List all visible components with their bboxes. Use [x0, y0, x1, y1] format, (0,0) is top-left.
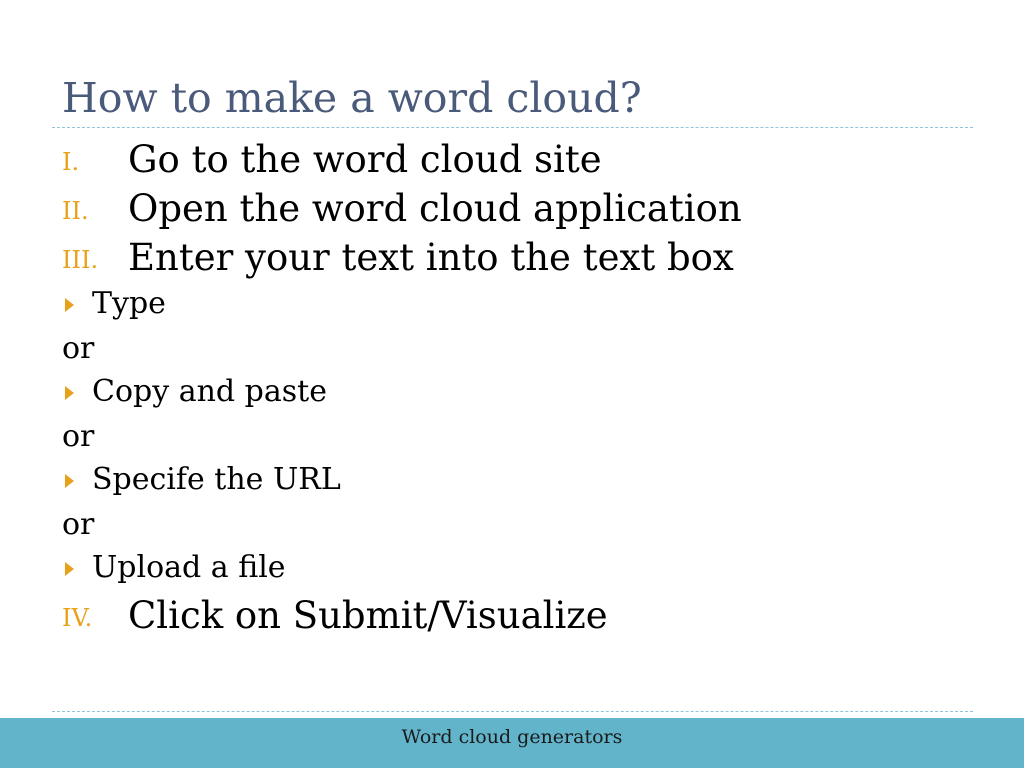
or-separator [0, 331, 1000, 369]
option-item-url [0, 462, 1000, 500]
option-text: Copy and paste [92, 374, 327, 409]
step-item-2 [0, 187, 1000, 231]
step-numeral: I. [62, 148, 80, 176]
or-separator [0, 419, 1000, 457]
step-text: Click on Submit/Visualize [128, 594, 608, 637]
step-text: Go to the word cloud site [128, 138, 602, 181]
step-numeral: III. [62, 246, 99, 274]
triangle-right-icon [65, 562, 74, 576]
step-item-3 [0, 236, 1000, 280]
option-item-copy-paste [0, 374, 1000, 412]
option-text: Type [92, 286, 166, 321]
or-label: or [62, 419, 95, 454]
triangle-right-icon [65, 386, 74, 400]
option-item-type [0, 286, 1000, 324]
triangle-right-icon [65, 298, 74, 312]
or-separator [0, 507, 1000, 545]
step-item-4 [0, 594, 1000, 638]
option-text: Upload a file [92, 550, 286, 585]
or-label: or [62, 331, 95, 366]
footer-text: Word cloud generators [401, 726, 623, 748]
step-numeral: IV. [62, 604, 93, 632]
slide-title: How to make a word cloud? [62, 74, 642, 122]
step-item-1 [0, 138, 1000, 182]
option-item-upload [0, 550, 1000, 588]
step-text: Enter your text into the text box [128, 236, 734, 279]
step-numeral: II. [62, 197, 89, 225]
triangle-right-icon [65, 474, 74, 488]
step-text: Open the word cloud application [128, 187, 742, 230]
or-label: or [62, 507, 95, 542]
option-text: Specife the URL [92, 462, 341, 497]
footer-divider [52, 711, 973, 712]
